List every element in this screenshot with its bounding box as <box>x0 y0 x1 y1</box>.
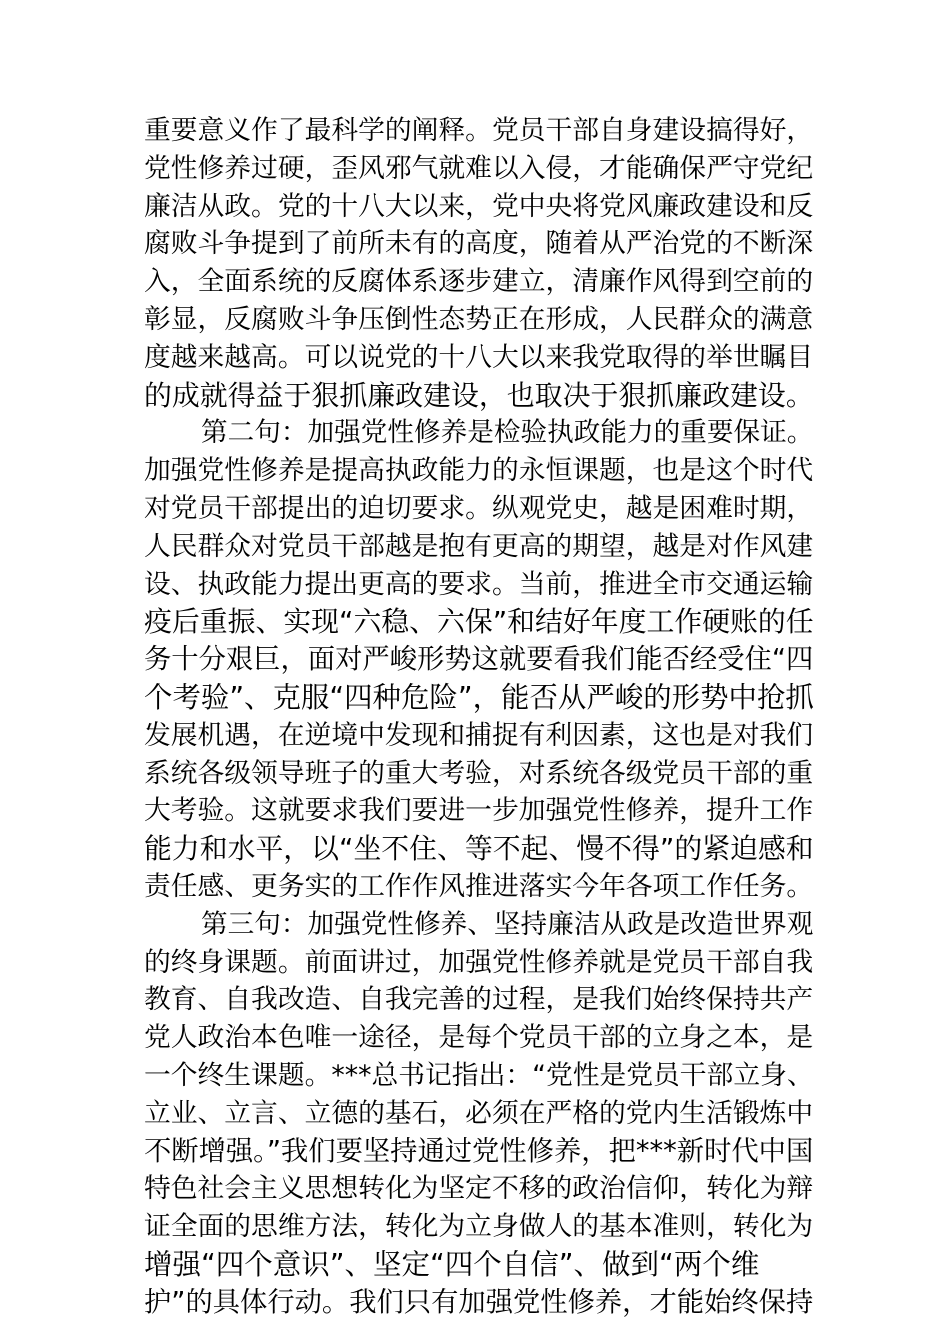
text-line: 大考验。这就要求我们要进一步加强党性修养，提升工作 <box>144 795 814 827</box>
text-line: 个考验”、克服“四种危险”，能否从严峻的形势中抢抓 <box>144 680 814 714</box>
text-line: 证全面的思维方法，转化为立身做人的基本准则，转化为 <box>144 1211 814 1243</box>
text-line: 党人政治本色唯一途径，是每个党员干部的立身之本，是 <box>144 1022 814 1054</box>
text-line: 立业、立言、立德的基石，必须在严格的党内生活锻炼中 <box>144 1097 814 1129</box>
text-line: 发展机遇，在逆境中发现和捕捉有利因素，这也是对我们 <box>144 719 814 751</box>
text-line: 党性修养过硬，歪风邪气就难以入侵，才能确保严守党纪 <box>144 152 814 184</box>
text-line: 增强“四个意识”、坚定“四个自信”、做到“两个维 <box>144 1247 760 1281</box>
text-line: 腐败斗争提到了前所未有的高度，随着从严治党的不断深 <box>144 228 814 260</box>
text-line: 设、执政能力提出更高的要求。当前，推进全市交通运输 <box>144 568 814 600</box>
text-line: 重要意义作了最科学的阐释。党员干部自身建设搞得好， <box>144 115 814 146</box>
text-line: 入，全面系统的反腐体系逐步建立，清廉作风得到空前的 <box>144 266 814 298</box>
text-line: 的成就得益于狠抓廉政建设，也取决于狠抓廉政建设。 <box>144 378 814 412</box>
text-line: 护”的具体行动。我们只有加强党性修养，才能始终保持 <box>144 1286 814 1318</box>
text-line: 疫后重振、实现“六稳、六保”和结好年度工作硬账的任 <box>144 605 814 639</box>
text-line: 不断增强。”我们要坚持通过党性修养，把***新时代中国 <box>144 1135 814 1167</box>
text-line: 彰显，反腐败斗争压倒性态势正在形成，人民群众的满意 <box>144 303 814 335</box>
text-line: 能力和水平，以“坐不住、等不起、慢不得”的紧迫感和 <box>144 832 814 866</box>
section-heading-line: 第三句：加强党性修养、坚持廉洁从政是改造世界观 <box>201 908 814 940</box>
text-line: 人民群众对党员干部越是抱有更高的期望，越是对作风建 <box>144 530 814 562</box>
section-heading-line: 第二句：加强党性修养是检验执政能力的重要保证。 <box>201 417 814 449</box>
text-line: 责任感、更务实的工作作风推进落实今年各项工作任务。 <box>144 870 814 902</box>
text-line: 教育、自我改造、自我完善的过程，是我们始终保持共产 <box>144 984 814 1016</box>
text-line: 度越来越高。可以说党的十八大以来我党取得的举世瞩目 <box>144 341 814 373</box>
text-line: 务十分艰巨，面对严峻形势这就要看我们能否经受住“四 <box>144 644 814 676</box>
text-line: 对党员干部提出的迫切要求。纵观党史，越是困难时期， <box>144 492 814 524</box>
body-text <box>144 112 814 1322</box>
text-line: 廉洁从政。党的十八大以来，党中央将党风廉政建设和反 <box>144 190 814 222</box>
text-line: 特色社会主义思想转化为坚定不移的政治信仰，转化为辩 <box>144 1173 814 1205</box>
text-line: 的终身课题。前面讲过，加强党性修养就是党员干部自我 <box>144 946 814 978</box>
text-line: 加强党性修养是提高执政能力的永恒课题，也是这个时代 <box>144 455 814 487</box>
text-line: 一个终生课题。***总书记指出：“党性是党员干部立身、 <box>144 1059 814 1091</box>
text-line: 系统各级领导班子的重大考验，对系统各级党员干部的重 <box>144 757 814 789</box>
